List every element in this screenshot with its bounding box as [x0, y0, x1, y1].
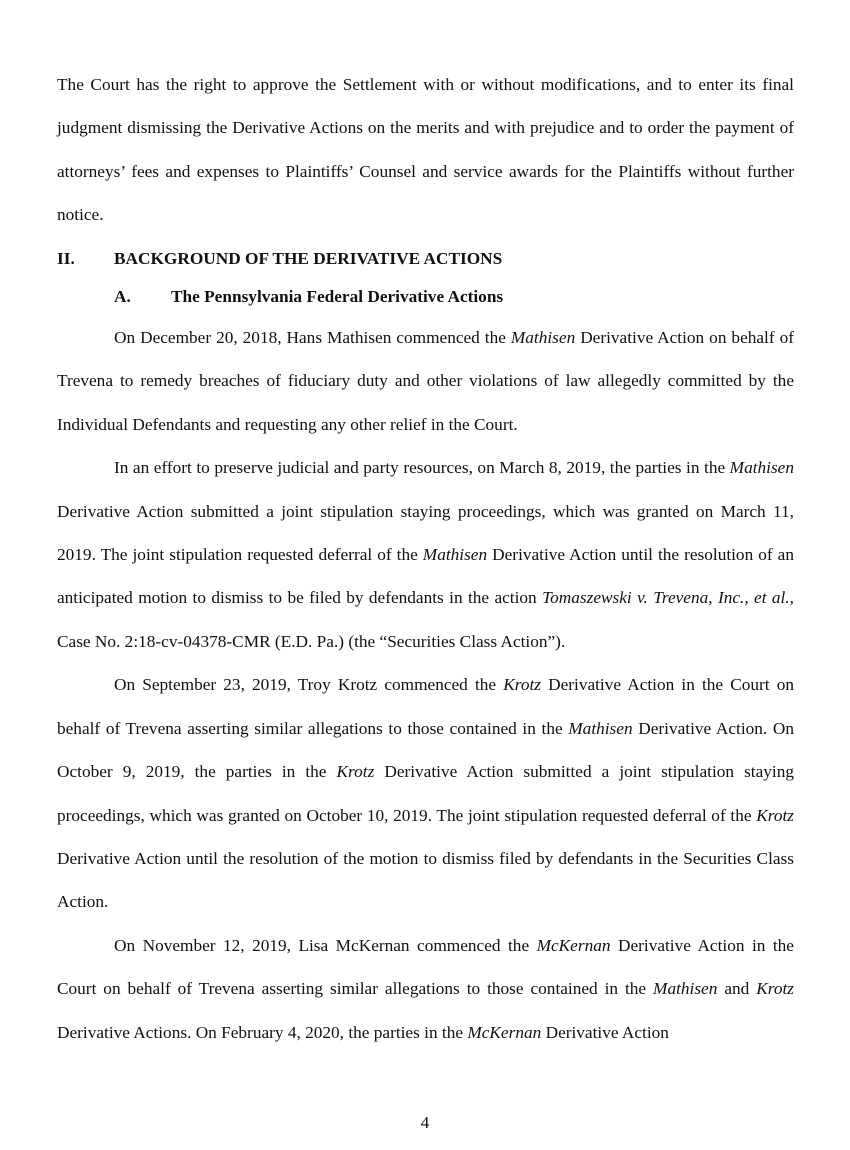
- text-run: Derivative Action in the Court on behalf of Trevena asserting similar allegations to those contained in the: [57, 675, 794, 738]
- text-run: Derivative Action until the resolution of an anticipated motion to dismiss to be filed by defendants in the action: [57, 545, 794, 608]
- case-name: Mathisen: [568, 718, 633, 738]
- text-run: and: [717, 979, 757, 999]
- text-run: Derivative Action submitted a joint stipulation staying proceedings, which was granted on March 11, 2019. The joint stipulation requested deferral of the: [57, 501, 794, 565]
- section-title: BACKGROUND OF THE DERIVATIVE ACTIONS: [114, 248, 503, 268]
- text-run: On November 12, 2019, Lisa McKernan commenced the: [114, 935, 537, 955]
- subsection-title: The Pennsylvania Federal Derivative Actions: [171, 287, 504, 307]
- text-run: In an effort to preserve judicial and party resources, on March 8, 2019, the parties in the: [114, 458, 730, 478]
- paragraph-mckernan: [57, 924, 794, 1054]
- case-name: Krotz: [503, 675, 541, 695]
- case-name: Mathisen: [510, 328, 576, 348]
- case-name: McKernan: [467, 1022, 542, 1042]
- case-name: McKernan: [536, 935, 611, 955]
- case-name: Mathisen: [422, 545, 488, 565]
- case-name: Krotz: [756, 805, 794, 825]
- document-page: [57, 63, 794, 1054]
- text-run: , Case No. 2:18-cv-04378-CMR (E.D. Pa.) (the “Securities Class Action”).: [57, 588, 794, 651]
- case-name: Krotz: [756, 979, 794, 999]
- text-run: On September 23, 2019, Troy Krotz commenced the: [114, 675, 504, 695]
- section-heading: [57, 237, 794, 280]
- subsection-number: A.: [114, 287, 131, 307]
- case-name: Mathisen: [729, 458, 794, 478]
- text-run: On December 20, 2018, Hans Mathisen commenced the: [114, 328, 511, 348]
- text-run: Derivative Action: [541, 1022, 669, 1042]
- text-run: Derivative Actions. On February 4, 2020, the parties in the: [57, 1022, 468, 1042]
- case-name: Krotz: [336, 762, 375, 782]
- text-run: Derivative Action in the Court on behalf of Trevena asserting similar allegations to those contained in the: [57, 935, 794, 999]
- case-citation: Tomaszewski v. Trevena, Inc., et al.: [542, 588, 790, 608]
- case-name: Mathisen: [653, 979, 718, 999]
- paragraph-court-approval: The Court has the right to approve the Settlement with or without modifications, and to enter its final judgment dismissing the Derivative Actions on the merits and with prejudice and to order the payment of attorneys’ fees and expenses to Plaintiffs’ Counsel and service awards for the Plaintiffs without further notice.: [57, 75, 794, 225]
- text-run: Derivative Action until the resolution of the motion to dismiss filed by defendants in the Securities Class Action.: [57, 848, 794, 912]
- text-run: Derivative Action submitted a joint stipulation staying proceedings, which was granted on October 10, 2019. The joint stipulation requested deferral of the: [57, 762, 794, 825]
- page-number: 4: [420, 1113, 430, 1132]
- text-run: Derivative Action on behalf of Trevena to remedy breaches of fiduciary duty and other violations of law allegedly committed by the Individual Defendants and requesting any other relief in the Court.: [57, 328, 794, 434]
- paragraph-mathisen-stay: [57, 446, 794, 663]
- paragraph-krotz: [57, 663, 794, 923]
- section-number: II.: [57, 248, 75, 268]
- paragraph-mathisen-commenced: [57, 316, 794, 446]
- text-run: Derivative Action. On October 9, 2019, the parties in the: [57, 718, 794, 782]
- subsection-heading: [114, 278, 794, 316]
